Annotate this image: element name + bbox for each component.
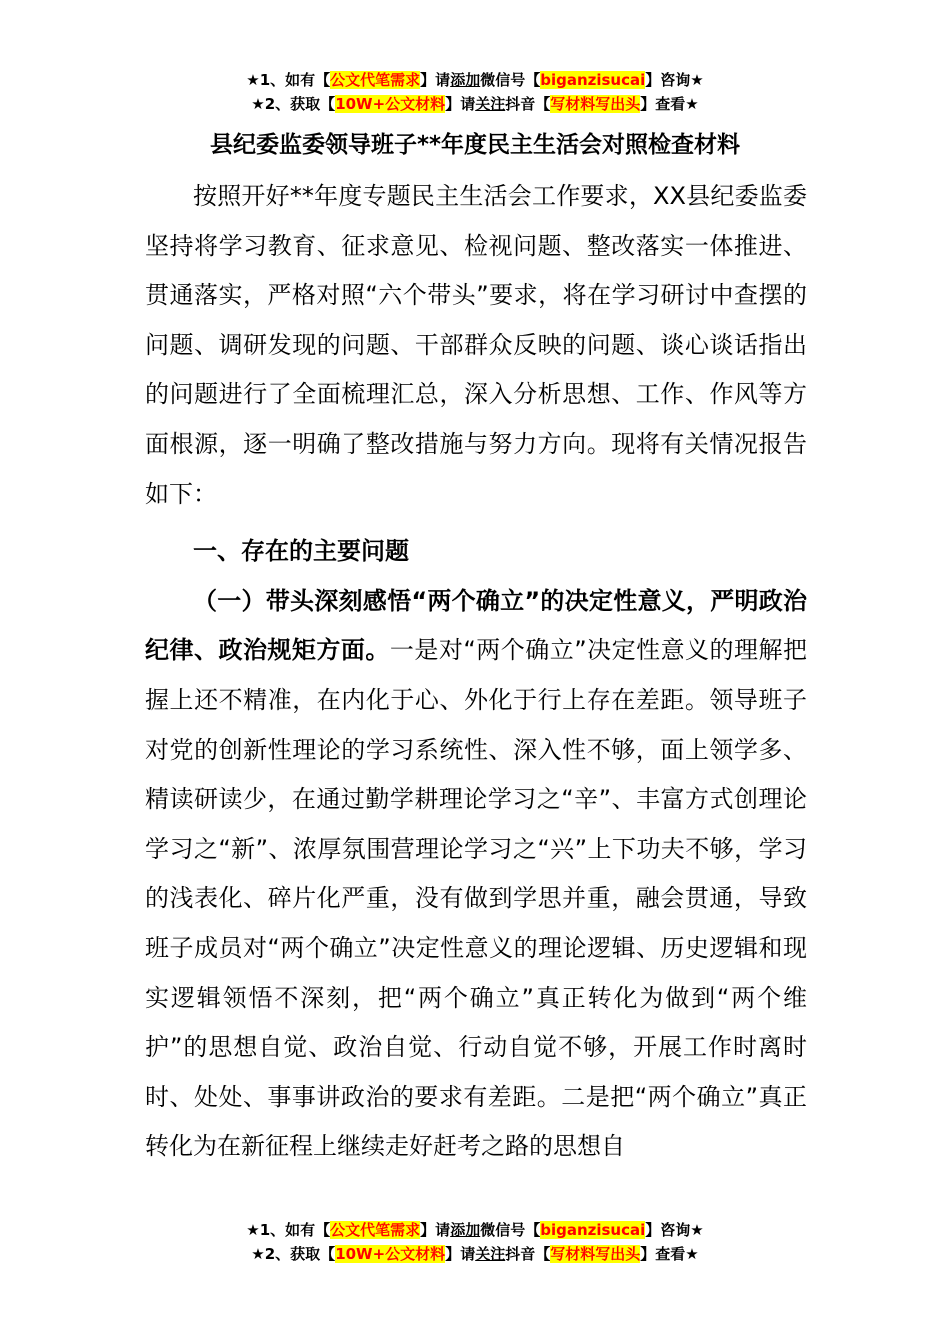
promo-highlight: biganzisucai: [540, 71, 646, 89]
promo-text: 】咨询★: [645, 71, 704, 89]
promo-line-2: [0, 92, 950, 116]
promo-text: 】请: [420, 71, 451, 89]
promo-text: ★2、获取【: [251, 1245, 336, 1263]
promo-line-2: [0, 1242, 950, 1266]
promo-underline: 关注: [475, 95, 506, 113]
intro-paragraph: 按照开好**年度专题民主生活会工作要求，XX县纪委监委坚持将学习教育、征求意见、检视问题、整改落实一体推进、贯通落实，严格对照“六个带头”要求，将在学习研讨中查摆的问题、调研发现的问题、干部群众反映的问题、谈心谈话指出的问题进行了全面梳理汇总，深入分析思想、工作、作风等方面根源，逐一明确了整改措施与努力方向。现将有关情况报告如下：: [145, 182, 807, 508]
promo-text: 】咨询★: [645, 1221, 704, 1239]
promo-highlight: 公文代笔需求: [330, 1221, 421, 1239]
promo-highlight: 写材料写出头: [550, 95, 641, 113]
promo-underline: 添加: [450, 71, 481, 89]
document-body: [145, 172, 807, 1172]
promo-highlight: 10W+公文材料: [335, 95, 446, 113]
promo-text: 】查看★: [640, 1245, 699, 1263]
subsection-paragraph: [145, 577, 807, 1172]
promo-underline: 添加: [450, 1221, 481, 1239]
subsection-heading: （一）带头深刻感悟“两个确立”的决定性意义，严明政治纪律、政治规矩方面。: [145, 586, 807, 665]
promo-text: 】请: [445, 1245, 476, 1263]
promo-line-1: [0, 68, 950, 92]
promo-text: 抖音【: [505, 1245, 551, 1263]
promo-banner-top: [0, 68, 950, 116]
document-title: 县纪委监委领导班子**年度民主生活会对照检查材料: [209, 132, 741, 158]
promo-line-1: [0, 1218, 950, 1242]
section-heading: 一、存在的主要问题: [193, 537, 409, 566]
promo-text: 】查看★: [640, 95, 699, 113]
promo-text: 微信号【: [480, 71, 541, 89]
promo-highlight: 公文代笔需求: [330, 71, 421, 89]
promo-text: 】请: [445, 95, 476, 113]
promo-highlight: 10W+公文材料: [335, 1245, 446, 1263]
promo-highlight: biganzisucai: [540, 1221, 646, 1239]
promo-text: ★1、如有【: [246, 1221, 331, 1239]
promo-underline: 关注: [475, 1245, 506, 1263]
promo-text: 抖音【: [505, 95, 551, 113]
promo-text: 微信号【: [480, 1221, 541, 1239]
promo-text: 】请: [420, 1221, 451, 1239]
promo-text: ★2、获取【: [251, 95, 336, 113]
promo-text: ★1、如有【: [246, 71, 331, 89]
promo-banner-bottom: [0, 1218, 950, 1266]
subsection-body: 一是对“两个确立”决定性意义的理解把握上还不精准，在内化于心、外化于行上存在差距。领导班子对党的创新性理论的学习系统性、深入性不够，面上领学多、精读研读少，在通过勤学耕理论学习之“辛”、丰富方式创理论学习之“新”、浓厚氛围营理论学习之“兴”上下功夫不够，学习的浅表化、碎片化严重，没有做到学思并重，融会贯通，导致班子成员对“两个确立”决定性意义的理论逻辑、历史逻辑和现实逻辑领悟不深刻，把“两个确立”真正转化为做到“两个维护”的思想自觉、政治自觉、行动自觉不够，开展工作时离时时、处处、事事讲政治的要求有差距。二是把“两个确立”真正转化为在新征程上继续走好赶考之路的思想自: [145, 636, 808, 1161]
promo-highlight: 写材料写出头: [550, 1245, 641, 1263]
